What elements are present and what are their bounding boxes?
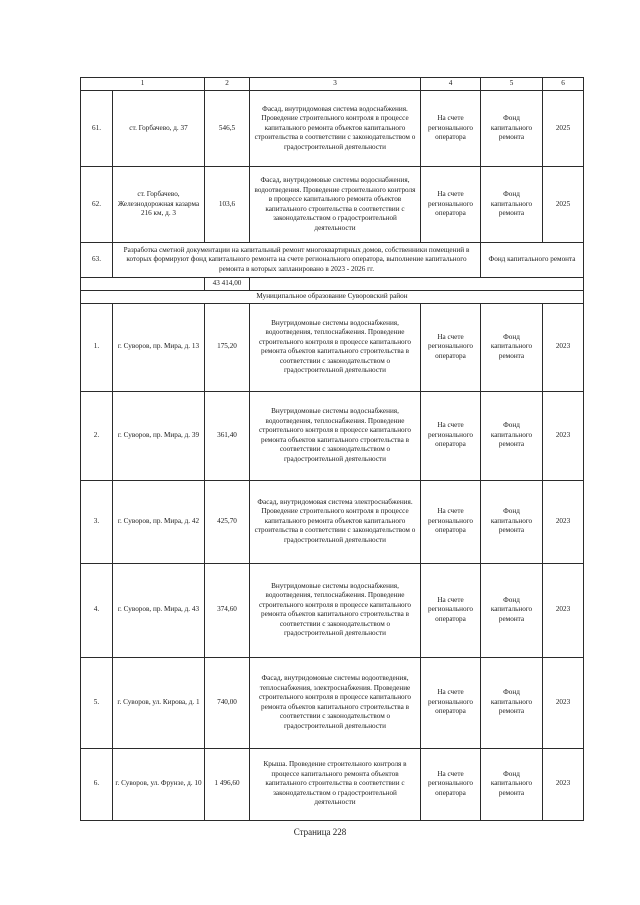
works-cell: Фасад, внутридомовые системы водоотведения, теплоснабжения, электроснабжения. Проведение строительного контроля в процессе капитального ремонта объектов капитального строительства в соответствии с законодательством о градостроительной деятельности [250, 657, 421, 748]
row-number: 4. [81, 563, 113, 657]
row-number: 3. [81, 480, 113, 563]
table-row [81, 91, 584, 167]
works-cell: Внутридомовые системы водоснабжения, водоотведения, теплоснабжения. Проведение строительного контроля в процессе капитального ремонта объектов капитального строительства в соответствии с законодательством о градостроительной деятельности [250, 563, 421, 657]
area-cell: 103,6 [205, 167, 250, 243]
year-cell: 2025 [543, 167, 584, 243]
municipality-row [81, 290, 584, 303]
municipality-title: Муниципальное образование Суворовский район [81, 290, 584, 303]
row-number: 61. [81, 91, 113, 167]
customer-cell: На счете регионального оператора [421, 563, 481, 657]
col-header-4: 4 [421, 78, 481, 91]
table-row [81, 480, 584, 563]
row-number: 6. [81, 748, 113, 820]
table-row [81, 748, 584, 820]
fund-cell: Фонд капитального ремонта [481, 303, 543, 391]
customer-cell: На счете регионального оператора [421, 91, 481, 167]
address-cell: г. Суворов, пр. Мира, д. 42 [113, 480, 205, 563]
column-number-row [81, 78, 584, 91]
subtotal-blank-right [250, 278, 584, 291]
area-cell: 546,5 [205, 91, 250, 167]
area-cell: 425,70 [205, 480, 250, 563]
address-cell: ст. Горбачево, д. 37 [113, 91, 205, 167]
row-number: 63. [81, 243, 113, 278]
col-header-5: 5 [481, 78, 543, 91]
area-cell: 1 496,60 [205, 748, 250, 820]
estimate-description-cell: Разработка сметной документации на капитальный ремонт многоквартирных домов, собственники помещений в которых формируют фонд капитального ремонта на счете регионального оператора, выполнение капитального ремонта в которых запланировано в 2023 - 2026 гг. [113, 243, 481, 278]
year-cell: 2023 [543, 748, 584, 820]
works-cell: Крыша. Проведение строительного контроля в процессе капитального ремонта объектов капитального строительства в соответствии с законодательством о градостроительной деятельности [250, 748, 421, 820]
customer-cell: На счете регионального оператора [421, 167, 481, 243]
area-cell: 175,20 [205, 303, 250, 391]
works-cell: Фасад, внутридомовая система электроснабжения. Проведение строительного контроля в процессе капитального ремонта объектов капитального строительства в соответствии с законодательством о градостроительной деятельности [250, 480, 421, 563]
fund-cell: Фонд капитального ремонта [481, 657, 543, 748]
fund-cell: Фонд капитального ремонта [481, 243, 584, 278]
col-header-3: 3 [250, 78, 421, 91]
year-cell: 2023 [543, 480, 584, 563]
fund-cell: Фонд капитального ремонта [481, 91, 543, 167]
subtotal-blank [81, 278, 205, 291]
fund-cell: Фонд капитального ремонта [481, 748, 543, 820]
year-cell: 2025 [543, 91, 584, 167]
page-number: Страница 228 [293, 827, 347, 837]
year-cell: 2023 [543, 657, 584, 748]
table-row [81, 167, 584, 243]
address-cell: г. Суворов, пр. Мира, д. 43 [113, 563, 205, 657]
address-cell: г. Суворов, ул. Фрунзе, д. 10 [113, 748, 205, 820]
table-row [81, 563, 584, 657]
customer-cell: На счете регионального оператора [421, 657, 481, 748]
table-row [81, 391, 584, 480]
customer-cell: На счете регионального оператора [421, 303, 481, 391]
fund-cell: Фонд капитального ремонта [481, 480, 543, 563]
fund-cell: Фонд капитального ремонта [481, 167, 543, 243]
address-cell: г. Суворов, пр. Мира, д. 39 [113, 391, 205, 480]
area-cell: 374,60 [205, 563, 250, 657]
year-cell: 2023 [543, 391, 584, 480]
fund-cell: Фонд капитального ремонта [481, 563, 543, 657]
area-cell: 740,00 [205, 657, 250, 748]
works-cell: Фасад, внутридомовая система водоснабжения. Проведение строительного контроля в процессе капитального ремонта объектов капитального строительства в соответствии с законодательством о градостроительной деятельности [250, 91, 421, 167]
subtotal-row [81, 278, 584, 291]
customer-cell: На счете регионального оператора [421, 480, 481, 563]
works-cell: Фасад, внутридомовые системы водоснабжения, водоотведения. Проведение строительного контроля в процессе капитального ремонта объектов капитального строительства в соответствии с законодательством о градостроительной деятельности [250, 167, 421, 243]
table-row [81, 303, 584, 391]
col-header-1: 1 [81, 78, 205, 91]
capital-repair-table [80, 77, 584, 821]
row-number: 5. [81, 657, 113, 748]
year-cell: 2023 [543, 563, 584, 657]
col-header-6: 6 [543, 78, 584, 91]
address-cell: ст. Горбачево, Железнодорожная казарма 216 км, д. 3 [113, 167, 205, 243]
address-cell: г. Суворов, пр. Мира, д. 13 [113, 303, 205, 391]
table-row-estimate [81, 243, 584, 278]
area-cell: 361,40 [205, 391, 250, 480]
row-number: 2. [81, 391, 113, 480]
fund-cell: Фонд капитального ремонта [481, 391, 543, 480]
row-number: 1. [81, 303, 113, 391]
subtotal-value: 43 414,00 [205, 278, 250, 291]
address-cell: г. Суворов, ул. Кирова, д. 1 [113, 657, 205, 748]
works-cell: Внутридомовые системы водоснабжения, водоотведения, теплоснабжения. Проведение строительного контроля в процессе капитального ремонта объектов капитального строительства в соответствии с законодательством о градостроительной деятельности [250, 303, 421, 391]
table-row [81, 657, 584, 748]
works-cell: Внутридомовые системы водоснабжения, водоотведения, теплоснабжения. Проведение строительного контроля в процессе капитального ремонта объектов капитального строительства в соответствии с законодательством о градостроительной деятельности [250, 391, 421, 480]
customer-cell: На счете регионального оператора [421, 748, 481, 820]
row-number: 62. [81, 167, 113, 243]
customer-cell: На счете регионального оператора [421, 391, 481, 480]
year-cell: 2023 [543, 303, 584, 391]
col-header-2: 2 [205, 78, 250, 91]
